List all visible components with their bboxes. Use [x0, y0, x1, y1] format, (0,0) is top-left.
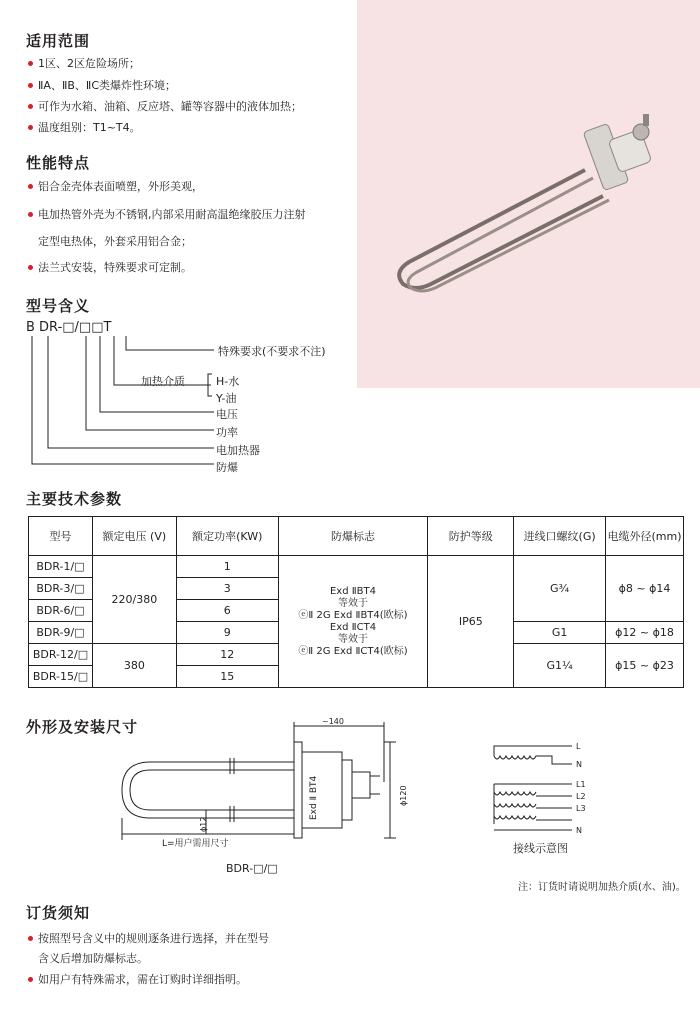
model-label-special: 特殊要求(不要求不注) — [218, 345, 326, 358]
product-photo-panel — [357, 0, 700, 388]
model-cell: BDR-15/□ — [29, 666, 93, 688]
bullet-icon — [28, 125, 33, 130]
wire-label: L1 — [576, 780, 586, 789]
wire-label: N — [576, 760, 582, 769]
model-cell: BDR-3/□ — [29, 578, 93, 600]
model-cell: BDR-1/□ — [29, 556, 93, 578]
table-header: 防爆标志 — [278, 517, 428, 556]
section-title-order: 订货须知 — [26, 904, 91, 922]
model-code: B DR-□/□□T — [26, 320, 112, 335]
spec-table — [28, 516, 684, 688]
thread-cell: G1¼ — [514, 644, 606, 688]
explosion-mark-cell: Exd ⅡBT4 等效于 ⓔⅡ 2G Exd ⅡBT4(欧标) Exd ⅡCT4 等效于 ⓔⅡ 2G Exd ⅡCT4(欧标) — [278, 556, 428, 688]
feature-item: 法兰式安装，特殊要求可定制。 — [28, 259, 192, 275]
section-title-scope: 适用范围 — [26, 32, 91, 50]
order-continuation: 含义后增加防爆标志。 — [38, 952, 148, 965]
dim-width: ~140 — [322, 717, 344, 726]
power-cell: 1 — [176, 556, 278, 578]
power-cell: 6 — [176, 600, 278, 622]
model-label-power: 功率 — [216, 426, 238, 439]
table-header: 防护等级 — [428, 517, 514, 556]
bullet-icon — [28, 104, 33, 109]
table-row — [29, 556, 684, 578]
scope-item: 1区、2区危险场所； — [28, 55, 140, 71]
model-label-heater: 电加热器 — [216, 444, 260, 457]
scope-item: 温度组别：T1~T4。 — [28, 119, 141, 135]
order-item: 如用户有特殊需求，需在订购时详细指明。 — [28, 971, 247, 987]
wiring-title: 接线示意图 — [513, 842, 568, 855]
feature-item: 电加热管外壳为不锈钢,内部采用耐高温绝缘胶压力注射 — [28, 206, 306, 222]
bullet-icon — [28, 977, 33, 982]
table-header: 额定电压 (V) — [92, 517, 176, 556]
table-header: 额定功率(KW) — [176, 517, 278, 556]
model-diagram-lines — [26, 330, 226, 470]
model-label-medium: 加热介质 — [141, 375, 185, 388]
power-cell: 15 — [176, 666, 278, 688]
wire-label: L2 — [576, 792, 586, 801]
bullet-icon — [28, 61, 33, 66]
table-header-row — [29, 517, 684, 556]
bullet-icon — [28, 212, 33, 217]
section-title-features: 性能特点 — [26, 154, 91, 172]
cable-cell: ϕ12 ~ ϕ18 — [606, 622, 684, 644]
wire-label: L3 — [576, 804, 586, 813]
heater-photo — [357, 0, 700, 388]
model-label-voltage: 电压 — [216, 408, 238, 421]
bullet-icon — [28, 936, 33, 941]
drawing-model-label: BDR-□/□ — [226, 862, 278, 875]
table-header: 电缆外径(mm) — [606, 517, 684, 556]
model-label-explosion: 防爆 — [216, 461, 238, 474]
power-cell: 9 — [176, 622, 278, 644]
table-header: 型号 — [29, 517, 93, 556]
model-cell: BDR-6/□ — [29, 600, 93, 622]
scope-item: ⅡA、ⅡB、ⅡC类爆炸性环境； — [28, 77, 176, 93]
bullet-icon — [28, 184, 33, 189]
section-title-dimensions: 外形及安装尺寸 — [26, 718, 139, 736]
cable-cell: ϕ8 ~ ϕ14 — [606, 556, 684, 622]
order-note: 注：订货时请说明加热介质(水、油)。 — [518, 882, 686, 893]
model-cell: BDR-9/□ — [29, 622, 93, 644]
wire-label: N — [576, 826, 582, 835]
model-cell: BDR-12/□ — [29, 644, 93, 666]
bullet-icon — [28, 83, 33, 88]
bullet-icon — [28, 265, 33, 270]
section-title-specs: 主要技术参数 — [26, 490, 123, 508]
dim-tube: ϕ12 — [199, 816, 208, 832]
length-label: L=用户需用尺寸 — [162, 839, 229, 849]
wire-label: L — [576, 742, 581, 751]
voltage-cell: 380 — [92, 644, 176, 688]
feature-continuation: 定型电热体，外套采用铝合金； — [38, 235, 192, 248]
dim-flange: ϕ120 — [399, 785, 408, 806]
model-label-water: H-水 — [216, 375, 240, 388]
power-cell: 12 — [176, 644, 278, 666]
model-label-oil: Y-油 — [216, 392, 237, 405]
thread-cell: G¾ — [514, 556, 606, 622]
dimension-drawing — [110, 716, 430, 866]
table-header: 进线口螺纹(G) — [514, 517, 606, 556]
order-item: 按照型号含义中的规则逐条进行选择，并在型号 — [28, 930, 269, 946]
protection-cell: IP65 — [428, 556, 514, 688]
body-label: Exd Ⅱ BT4 — [309, 775, 319, 820]
wiring-diagram — [492, 742, 602, 838]
scope-item: 可作为水箱、油箱、反应塔、罐等容器中的液体加热； — [28, 98, 302, 114]
thread-cell: G1 — [514, 622, 606, 644]
feature-item: 铝合金壳体表面喷塑，外形美观， — [28, 178, 203, 194]
power-cell: 3 — [176, 578, 278, 600]
cable-cell: ϕ15 ~ ϕ23 — [606, 644, 684, 688]
voltage-cell: 220/380 — [92, 556, 176, 644]
section-title-model: 型号含义 — [26, 297, 91, 315]
